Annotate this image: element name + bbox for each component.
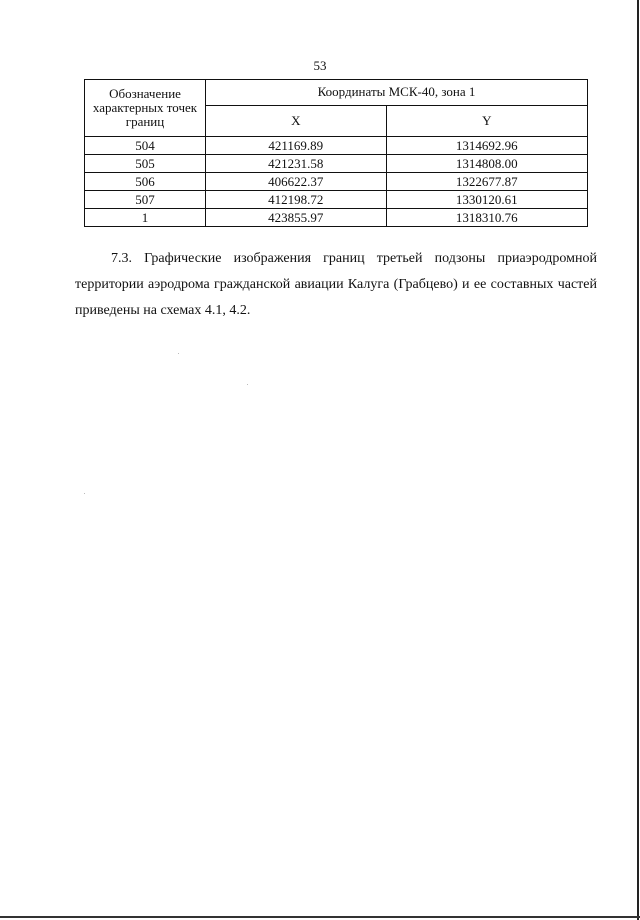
cell-point: 507 bbox=[85, 191, 206, 209]
table-header-row bbox=[85, 80, 588, 106]
page-number: 53 bbox=[313, 58, 327, 73]
scan-speck bbox=[247, 384, 248, 385]
cell-x: 421231.58 bbox=[206, 155, 387, 173]
cell-y: 1314808.00 bbox=[386, 155, 587, 173]
cell-x: 421169.89 bbox=[206, 137, 387, 155]
table-row bbox=[85, 173, 588, 191]
table-row bbox=[85, 191, 588, 209]
header-point-designation: Обозначение характерных точек границ bbox=[85, 80, 206, 137]
scan-border-bottom bbox=[0, 916, 640, 918]
cell-y: 1322677.87 bbox=[386, 173, 587, 191]
cell-x: 423855.97 bbox=[206, 209, 387, 227]
cell-y: 1318310.76 bbox=[386, 209, 587, 227]
cell-x: 412198.72 bbox=[206, 191, 387, 209]
cell-point: 505 bbox=[85, 155, 206, 173]
table-row bbox=[85, 155, 588, 173]
header-y: Y bbox=[386, 105, 587, 136]
header-coordinate-system: Координаты МСК-40, зона 1 bbox=[206, 80, 588, 106]
cell-y: 1330120.61 bbox=[386, 191, 587, 209]
table-row bbox=[85, 137, 588, 155]
scan-border-right bbox=[637, 0, 639, 920]
cell-x: 406622.37 bbox=[206, 173, 387, 191]
cell-point: 1 bbox=[85, 209, 206, 227]
cell-point: 504 bbox=[85, 137, 206, 155]
section-paragraph: 7.3. Графические изображения границ третьей подзоны приаэродромной территории аэродрома гражданской авиации Калуга (Грабцево) и ее составных частей приведены на схемах 4.1, 4.2. bbox=[75, 251, 597, 318]
cell-y: 1314692.96 bbox=[386, 137, 587, 155]
coordinates-table bbox=[84, 79, 588, 227]
table-row bbox=[85, 209, 588, 227]
scan-speck bbox=[178, 353, 179, 354]
cell-point: 506 bbox=[85, 173, 206, 191]
header-x: X bbox=[206, 105, 387, 136]
scan-speck bbox=[84, 493, 85, 494]
